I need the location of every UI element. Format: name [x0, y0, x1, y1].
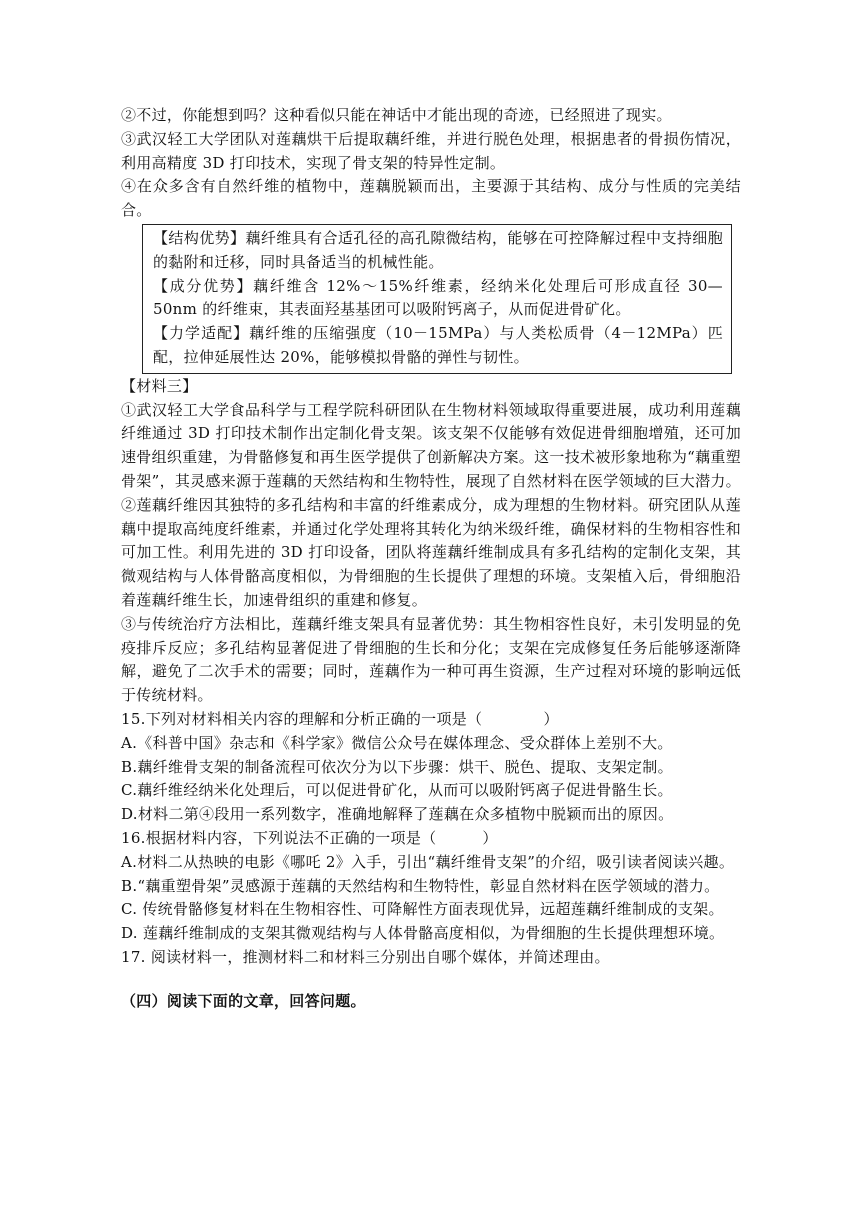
question-16-option-b: B.“藕重塑骨架”灵感源于莲藕的天然结构和生物特性，彰显自然材料在医学领域的潜力。 [121, 876, 720, 895]
material3-heading: 【材料三】 [121, 376, 198, 395]
material3-paragraph-1: ①武汉轻工大学食品科学与工程学院科研团队在生物材料领域取得重要进展，成功利用莲藕纤维通过 3D 打印技术制作出定制化骨支架。该支架不仅能够有效促进骨细胞增殖，还可加速骨组织重建，为骨骼修复和再生医学提供了创新解决方案。这一技术被形象地称为“藕重塑骨架”，其灵感来源于莲藕的天然结构和生物特性，展现了自然材料在医学领域的巨大潜力。 [121, 400, 741, 490]
mechanical-fit: 【力学适配】藕纤维的压缩强度（10－15MPa）与人类松质骨（4－12MPa）匹配，拉伸延展性达 20%，能够模拟骨骼的弹性与韧性。 [153, 324, 723, 366]
question-15-stem: 15.下列对材料相关内容的理解和分析正确的一项是（ ） [121, 709, 559, 728]
question-15-option-c: C.藕纤维经纳米化处理后，可以促进骨矿化，从而可以吸附钙离子促进骨骼生长。 [121, 781, 673, 800]
structure-advantage: 【结构优势】藕纤维具有合适孔径的高孔隙微结构，能够在可控降解过程中支持细胞的黏附和迁移，同时具备适当的机械性能。 [153, 228, 723, 271]
question-15-option-d: D.材料二第④段用一系列数字，准确地解释了莲藕在众多植物中脱颖而出的原因。 [121, 805, 674, 824]
question-16-option-d: D. 莲藕纤维制成的支架其微观结构与人体骨骼高度相似，为骨细胞的生长提供理想环境。 [121, 924, 725, 943]
material3-paragraph-3: ③与传统治疗方法相比，莲藕纤维支架具有显著优势：其生物相容性良好，未引发明显的免疫排斥反应；多孔结构显著促进了骨细胞的生长和分化；支架在完成修复任务后能够逐渐降解，避免了二次手术的需要；同时，莲藕作为一种可再生资源，生产过程对环境的影响远低于传统材料。 [121, 614, 741, 705]
question-16-stem: 16.根据材料内容，下列说法不正确的一项是（ ） [121, 828, 498, 847]
fiber-advantages-box [142, 224, 732, 374]
question-16-option-c: C. 传统骨骼修复材料在生物相容性、可降解性方面表现优异，远超莲藕纤维制成的支架。 [121, 900, 724, 919]
page-content [121, 104, 741, 1013]
question-15-option-a: A.《科普中国》杂志和《科学家》微信公众号在媒体理念、受众群体上差别不大。 [121, 733, 673, 752]
material2-paragraph-2: ②不过，你能想到吗？这种看似只能在神话中才能出现的奇迹，已经照进了现实。 [121, 106, 672, 124]
question-17: 17. 阅读材料一，推测材料二和材料三分别出自哪个媒体，并简述理由。 [121, 947, 610, 966]
section-4-heading: （四）阅读下面的文章，回答问题。 [121, 991, 366, 1010]
composition-advantage: 【成分优势】藕纤维含 12%～15%纤维素，经纳米化处理后可形成直径 30—50nm 的纤维束，其表面羟基基团可以吸附钙离子，从而促进骨矿化。 [153, 276, 723, 319]
question-16-option-a: A.材料二从热映的电影《哪吒 2》入手，引出“藕纤维骨支架”的介绍，吸引读者阅读兴趣。 [121, 852, 735, 871]
question-15-option-b: B.藕纤维骨支架的制备流程可依次分为以下步骤：烘干、脱色、提取、支架定制。 [121, 757, 673, 776]
section-spacer [121, 970, 741, 990]
material2-paragraph-3: ③武汉轻工大学团队对莲藕烘干后提取藕纤维，并进行脱色处理，根据患者的骨损伤情况，利用高精度 3D 打印技术，实现了骨支架的特异性定制。 [121, 129, 741, 172]
material3-paragraph-2: ②莲藕纤维因其独特的多孔结构和丰富的纤维素成分，成为理想的生物材料。研究团队从莲藕中提取高纯度纤维素，并通过化学处理将其转化为纳米级纤维，确保材料的生物相容性和可加工性。利用先进的 3D 打印设备，团队将莲藕纤维制成具有多孔结构的定制化支架，其微观结构与人体骨骼高度相似，为骨细胞的生长提供了理想的环境。支架植入后，骨细胞沿着莲藕纤维生长，加速骨组织的重建和修复。 [121, 495, 741, 609]
material2-paragraph-4: ④在众多含有自然纤维的植物中，莲藕脱颖而出，主要源于其结构、成分与性质的完美结合。 [121, 177, 741, 220]
